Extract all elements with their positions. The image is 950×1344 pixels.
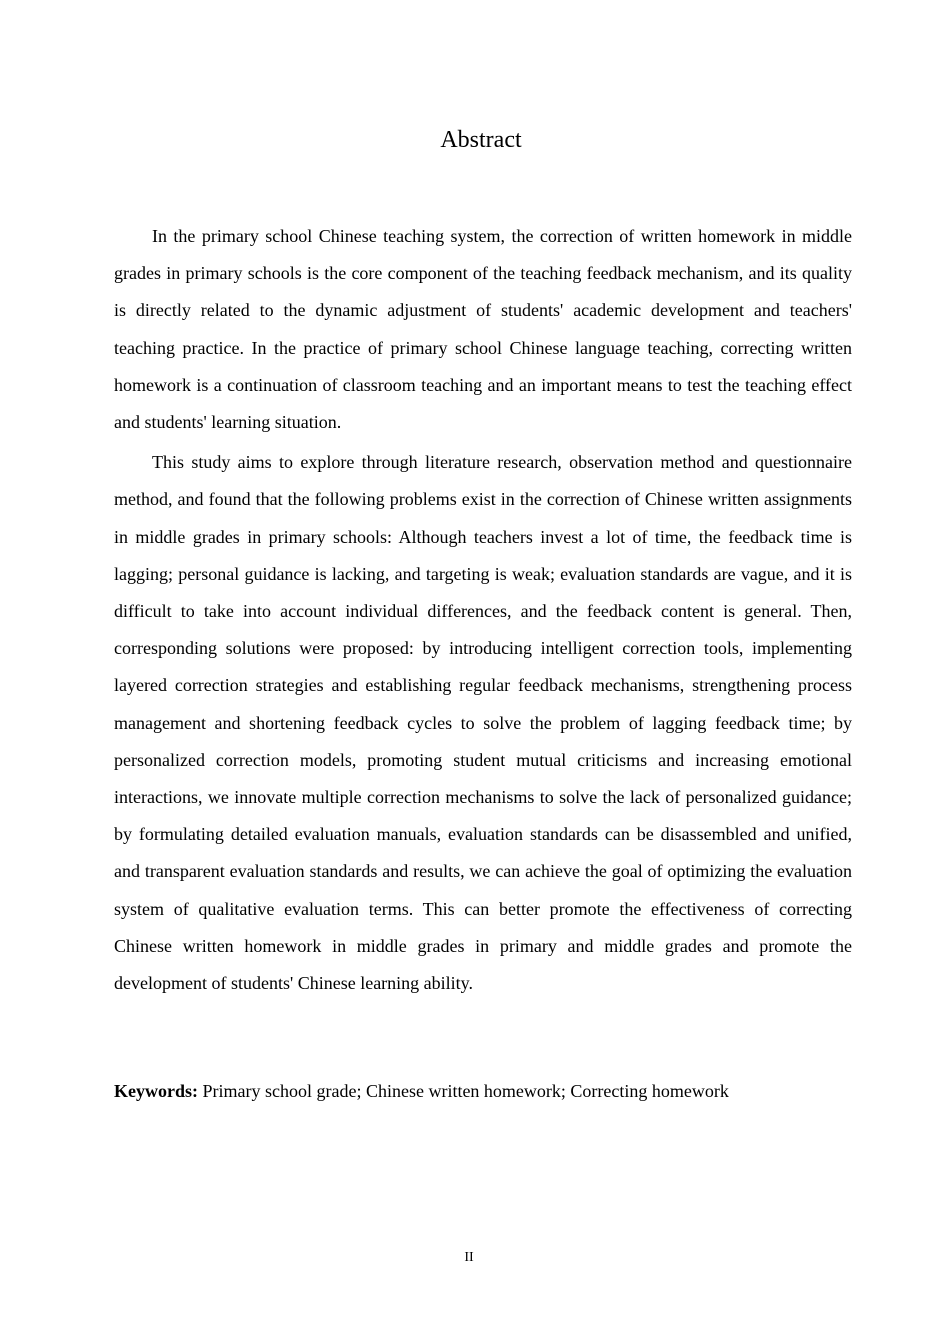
keywords-label: Keywords: xyxy=(114,1081,198,1101)
abstract-paragraph-1: In the primary school Chinese teaching system, the correction of written homework in middle grades in primary schools is the core component of the teaching feedback mechanism, and its quality is directly related to the dynamic adjustment of students' academic development and teachers' teaching practice. In the practice of primary school Chinese language teaching, correcting written homework is a continuation of classroom teaching and an important means to test the teaching effect and students' learning situation. xyxy=(114,226,852,433)
keywords-line xyxy=(114,1075,852,1107)
keywords-text: Primary school grade; Chinese written homework; Correcting homework xyxy=(198,1081,729,1101)
abstract-body xyxy=(114,218,852,1002)
abstract-title: Abstract xyxy=(440,127,522,153)
page-number: II xyxy=(464,1250,474,1265)
abstract-paragraph-2: This study aims to explore through literature research, observation method and questionnaire method, and found that the following problems exist in the correction of Chinese written assignments in middle grades in primary schools: Although teachers invest a lot of time, the feedback time is lagging; personal guidance is lacking, and targeting is weak; evaluation standards are vague, and it is difficult to take into account individual differences, and the feedback content is general. Then, corresponding solutions were proposed: by introducing intelligent correction tools, implementing layered correction strategies and establishing regular feedback mechanisms, strengthening process management and shortening feedback cycles to solve the problem of lagging feedback time; by personalized correction models, promoting student mutual criticisms and increasing emotional interactions, we innovate multiple correction mechanisms to solve the lack of personalized guidance; by formulating detailed evaluation manuals, evaluation standards can be disassembled and unified, and transparent evaluation standards and results, we can achieve the goal of optimizing the evaluation system of qualitative evaluation terms. This can better promote the effectiveness of correcting Chinese written homework in middle grades in primary and middle grades and promote the development of students' Chinese learning ability. xyxy=(114,452,852,994)
